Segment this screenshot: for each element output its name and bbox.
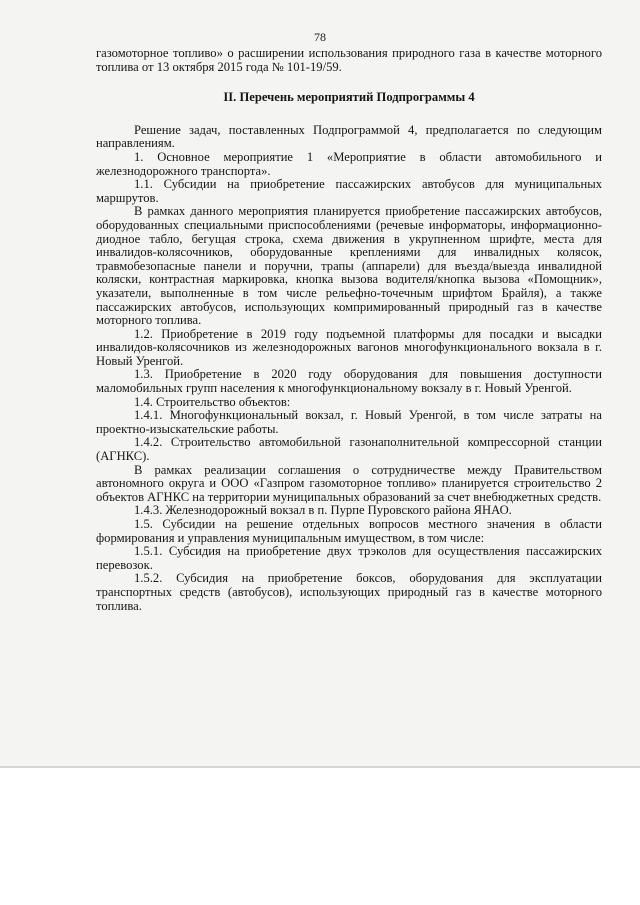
document-body — [96, 47, 602, 613]
paragraph-1-3: 1.3. Приобретение в 2020 году оборудования для повышения доступности маломобильных групп населения к многофункциональному вокзалу в г. Новый Уренгой. — [96, 367, 602, 396]
scan-bottom-edge — [0, 766, 640, 768]
page-number: 78 — [314, 30, 326, 44]
paragraph-bus-equipment: В рамках данного мероприятия планируется приобретение пассажирских автобусов, оборудованных специальными приспособлениями (речевые информаторы, информационно-диодное табло, бегущая строка, схема движения в укрупненном шрифте, места для инвалидов-колясочников, оборудованные креплениями для инвалидных колясок, травмобезопасные панели и поручни, трапы (аппарели) для въезда/выезда инвалидной коляски, контрастная маркировка, кнопка вызова водителя/кнопка вызова «Помощник», указатели, выполненные в том числе рельефно-точечным шрифтом Брайля), а также пассажирских автобусов, использующих компримированный природный газ в качестве моторного топлива. — [96, 204, 602, 328]
paragraph-main-activity-1: 1. Основное мероприятие 1 «Мероприятие в области автомобильного и железнодорожного транспорта». — [96, 149, 602, 178]
paragraph-1-5-2: 1.5.2. Субсидия на приобретение боксов, оборудования для эксплуатации транспортных средств (автобусов), использующих природный газ в качестве моторного топлива. — [96, 571, 602, 613]
paragraph-1-4: 1.4. Строительство объектов: — [134, 394, 291, 409]
paragraph-agreement: В рамках реализации соглашения о сотрудничестве между Правительством автономного округа и ООО «Газпром газомоторное топливо» планируется строительство 2 объектов АГНКС на территории муниципальных образований за счет внебюджетных средств. — [96, 462, 602, 504]
paragraph-1-1: 1.1. Субсидии на приобретение пассажирских автобусов для муниципальных маршрутов. — [96, 177, 602, 205]
paragraph-1-2: 1.2. Приобретение в 2019 году подъемной платформы для посадки и высадки инвалидов-колясочников из железнодорожных вагонов многофункционального вокзала в г. Новый Уренгой. — [96, 326, 602, 368]
paragraph-intro: Решение задач, поставленных Подпрограммой 4, предполагается по следующим направлениям. — [96, 122, 602, 151]
paragraph-1-4-1: 1.4.1. Многофункциональный вокзал, г. Новый Уренгой, в том числе затраты на проектно-изыскательские работы. — [96, 408, 602, 436]
opening-paragraph: газомоторное топливо» о расширении использования природного газа в качестве моторного топлива от 13 октября 2015 года № 101-19/59. — [96, 46, 602, 74]
paragraph-1-4-2: 1.4.2. Строительство автомобильной газонаполнительной компрессорной станции (АГНКС). — [96, 435, 602, 464]
paragraph-1-5: 1.5. Субсидии на решение отдельных вопросов местного значения в области формирования и управления муниципальным имуществом, в том числе: — [96, 517, 602, 545]
paragraph-1-5-1: 1.5.1. Субсидия на приобретение двух трэколов для осуществления пассажирских перевозок. — [96, 544, 602, 572]
paragraph-1-4-3: 1.4.3. Железнодорожный вокзал в п. Пурпе Пуровского района ЯНАО. — [134, 503, 512, 518]
section-heading: II. Перечень мероприятий Подпрограммы 4 — [223, 90, 475, 105]
